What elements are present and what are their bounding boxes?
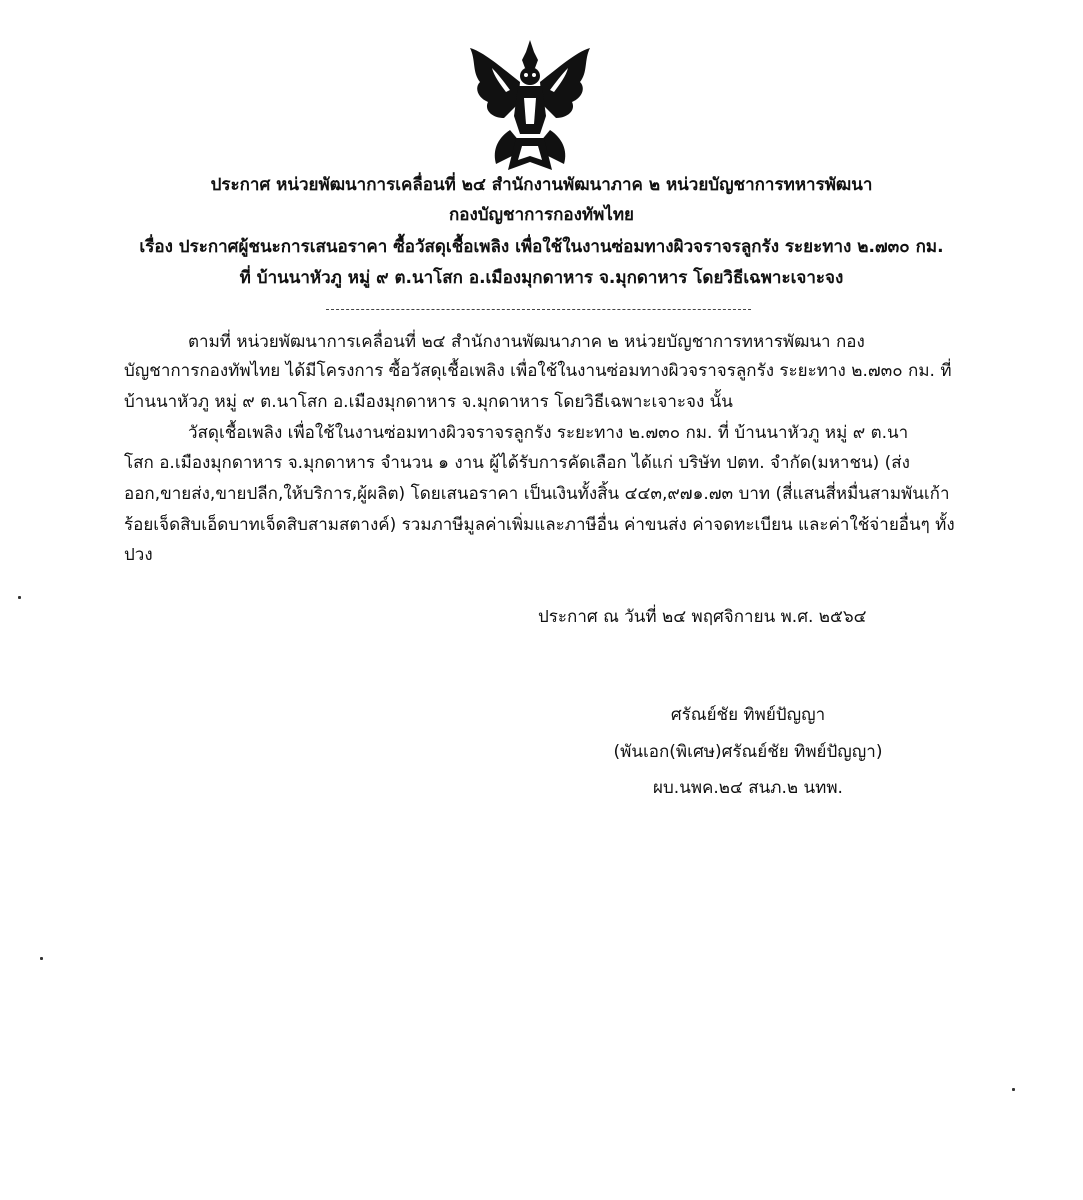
signatory-full-name: (พันเอก(พิเศษ)ศรัณย์ชัย ทิพย์ปัญญา): [613, 742, 883, 762]
announcement-date: ประกาศ ณ วันที่ ๒๔ พฤศจิกายน พ.ศ. ๒๕๖๔: [538, 607, 867, 627]
signatory-position: ผบ.นพค.๒๔ สนภ.๒ นทพ.: [653, 778, 843, 798]
heading-subject-line: เรื่อง ประกาศผู้ชนะการเสนอราคา ซื้อวัสดุเชื้อเพลิง เพื่อใช้ในงานซ่อมทางผิวจราจรลูกรัง ระยะทาง ๒.๗๓๐ กม.: [139, 237, 944, 257]
scan-speck: [18, 596, 21, 599]
heading-divider: [326, 309, 751, 310]
paragraph2-line-3: ออก,ขายส่ง,ขายปลีก,ให้บริการ,ผู้ผลิต) โดยเสนอราคา เป็นเงินทั้งสิ้น ๔๔๓,๙๗๑.๗๓ บาท (สี่แสนสี่หมื่นสามพันเก้า: [124, 484, 950, 504]
paragraph2-line-2: โสก อ.เมืองมุกดาหาร จ.มุกดาหาร จำนวน ๑ งาน ผู้ได้รับการคัดเลือก ได้แก่ บริษัท ปตท. จำกัด(มหาชน) (ส่ง: [124, 453, 910, 473]
paragraph1-line-3: บ้านนาหัวภู หมู่ ๙ ต.นาโสก อ.เมืองมุกดาหาร จ.มุกดาหาร โดยวิธีเฉพาะเจาะจง นั้น: [124, 392, 733, 412]
paragraph2-line-4: ร้อยเจ็ดสิบเอ็ดบาทเจ็ดสิบสามสตางค์) รวมภาษีมูลค่าเพิ่มและภาษีอื่น ค่าขนส่ง ค่าจดทะเบียน และค่าใช้จ่ายอื่นๆ ทั้ง: [124, 515, 955, 535]
scan-speck: [1012, 1088, 1015, 1091]
paragraph1-line-2: บัญชาการกองทัพไทย ได้มีโครงการ ซื้อวัสดุเชื้อเพลิง เพื่อใช้ในงานซ่อมทางผิวจราจรลูกรัง ระยะทาง ๒.๗๓๐ กม. ที่: [124, 361, 952, 381]
paragraph2-line-5: ปวง: [124, 545, 153, 565]
signature-name: ศรัณย์ชัย ทิพย์ปัญญา: [670, 705, 826, 725]
heading-location-line: ที่ บ้านนาหัวภู หมู่ ๙ ต.นาโสก อ.เมืองมุกดาหาร จ.มุกดาหาร โดยวิธีเฉพาะเจาะจง: [239, 268, 844, 288]
heading-line-2: กองบัญชาการกองทัพไทย: [448, 205, 635, 225]
scan-speck: [40, 957, 43, 960]
paragraph2-line-1: วัสดุเชื้อเพลิง เพื่อใช้ในงานซ่อมทางผิวจราจรลูกรัง ระยะทาง ๒.๗๓๐ กม. ที่ บ้านนาหัวภู หมู่ ๙ ต.นา: [188, 423, 909, 443]
paragraph1-line-1: ตามที่ หน่วยพัฒนาการเคลื่อนที่ ๒๔ สำนักงานพัฒนาภาค ๒ หน่วยบัญชาการทหารพัฒนา กอง: [188, 332, 865, 352]
heading-line-1: ประกาศ หน่วยพัฒนาการเคลื่อนที่ ๒๔ สำนักงานพัฒนาภาค ๒ หน่วยบัญชาการทหารพัฒนา: [210, 175, 873, 195]
garuda-emblem-icon: [462, 38, 598, 176]
